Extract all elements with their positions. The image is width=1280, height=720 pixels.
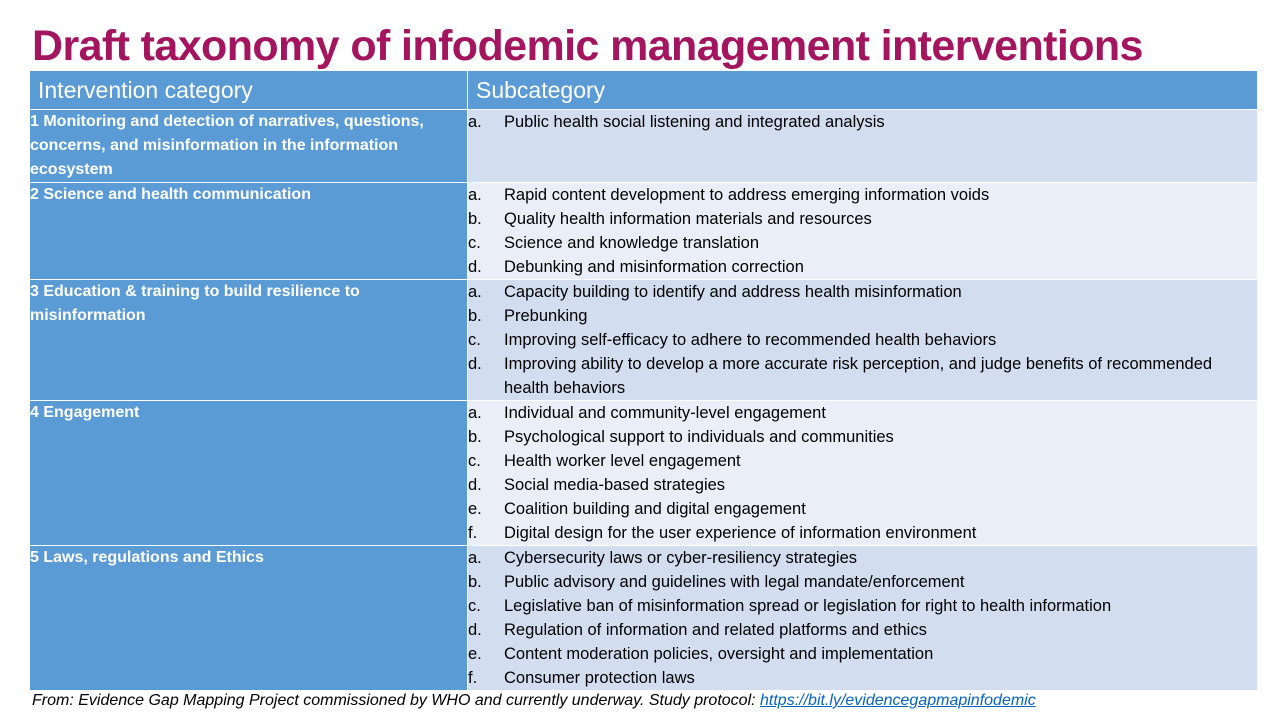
subcategory-letter: e. [468,645,482,663]
subcategory-item [468,594,1257,618]
subcategory-text: Public advisory and guidelines with legal mandate/enforcement [504,573,965,591]
subcategory-text: Capacity building to identify and address health misinformation [504,283,962,301]
subcategory-letter: d. [468,621,482,639]
subcategory-item [468,231,1257,255]
subcategory-text: Debunking and misinformation correction [504,258,804,276]
subcategory-letter: f. [468,669,478,687]
subcategory-item [468,110,1257,134]
taxonomy-table [29,70,1258,691]
subcategory-item [468,473,1257,497]
subcategory-item [468,207,1257,231]
subcategory-list [468,280,1257,400]
subcategory-letter: a. [468,549,482,567]
subcategory-item [468,280,1257,304]
subcategory-letter: d. [468,355,482,373]
subcategory-item [468,618,1257,642]
subcategory-item [468,183,1257,207]
source-footnote [32,692,1036,710]
table-body [30,110,1258,691]
intervention-category-cell: 1 Monitoring and detection of narratives, questions, concerns, and misinformation in the information ecosystem [30,110,468,183]
subcategory-letter: c. [468,234,481,252]
subcategory-item [468,304,1257,328]
table-row [30,110,1258,183]
subcategory-text: Digital design for the user experience of information environment [504,524,977,542]
subcategory-item [468,352,1257,400]
subcategory-item [468,425,1257,449]
subcategory-text: Improving ability to develop a more accurate risk perception, and judge benefits of recommended health behaviors [504,355,1213,397]
header-subcategory: Subcategory [468,71,1258,110]
subcategory-letter: b. [468,428,482,446]
subcategory-letter: b. [468,307,482,325]
subcategory-text: Cybersecurity laws or cyber-resiliency strategies [504,549,858,567]
subcategory-text: Content moderation policies, oversight and implementation [504,645,934,663]
table-header-row [30,71,1258,110]
subcategory-letter: a. [468,404,482,422]
subcategory-text: Social media-based strategies [504,476,726,494]
subcategory-cell [468,183,1258,280]
subcategory-text: Consumer protection laws [504,669,695,687]
subcategory-item [468,328,1257,352]
subcategory-cell [468,401,1258,546]
intervention-category-cell: 4 Engagement [30,401,468,546]
subcategory-cell [468,546,1258,691]
subcategory-letter: d. [468,476,482,494]
subcategory-item [468,497,1257,521]
subcategory-text: Regulation of information and related platforms and ethics [504,621,927,639]
subcategory-letter: c. [468,597,481,615]
subcategory-letter: d. [468,258,482,276]
subcategory-item [468,401,1257,425]
subcategory-text: Coalition building and digital engagement [504,500,806,518]
header-intervention-category: Intervention category [30,71,468,110]
subcategory-list [468,401,1257,545]
subcategory-letter: a. [468,186,482,204]
subcategory-text: Individual and community-level engagement [504,404,826,422]
subcategory-list [468,110,1257,134]
subcategory-text: Health worker level engagement [504,452,741,470]
subcategory-letter: e. [468,500,482,518]
footnote-text: From: Evidence Gap Mapping Project commissioned by WHO and currently underway. Study protocol: [32,692,761,709]
subcategory-letter: f. [468,524,478,542]
subcategory-item [468,570,1257,594]
table-row [30,183,1258,280]
subcategory-text: Psychological support to individuals and communities [504,428,894,446]
subcategory-text: Improving self-efficacy to adhere to recommended health behaviors [504,331,997,349]
subcategory-letter: b. [468,210,482,228]
subcategory-item [468,546,1257,570]
subcategory-item [468,642,1257,666]
table-row [30,546,1258,691]
intervention-category-cell: 2 Science and health communication [30,183,468,280]
page-title: Draft taxonomy of infodemic management interventions [32,22,1143,70]
subcategory-letter: b. [468,573,482,591]
intervention-category-cell: 5 Laws, regulations and Ethics [30,546,468,691]
subcategory-item [468,449,1257,473]
subcategory-text: Rapid content development to address emerging information voids [504,186,990,204]
subcategory-text: Quality health information materials and resources [504,210,872,228]
subcategory-item [468,521,1257,545]
table-row [30,401,1258,546]
table-row [30,280,1258,401]
subcategory-letter: c. [468,452,481,470]
subcategory-cell [468,280,1258,401]
subcategory-text: Science and knowledge translation [504,234,760,252]
subcategory-text: Prebunking [504,307,588,325]
subcategory-cell [468,110,1258,183]
subcategory-text: Public health social listening and integrated analysis [504,113,885,131]
subcategory-text: Legislative ban of misinformation spread or legislation for right to health information [504,597,1112,615]
subcategory-item [468,255,1257,279]
subcategory-letter: a. [468,283,482,301]
intervention-category-cell: 3 Education & training to build resilience to misinformation [30,280,468,401]
subcategory-letter: a. [468,113,482,131]
subcategory-list [468,546,1257,690]
subcategory-list [468,183,1257,279]
study-protocol-link[interactable]: https://bit.ly/evidencegapmapinfodemic [760,692,1036,709]
subcategory-item [468,666,1257,690]
subcategory-letter: c. [468,331,481,349]
